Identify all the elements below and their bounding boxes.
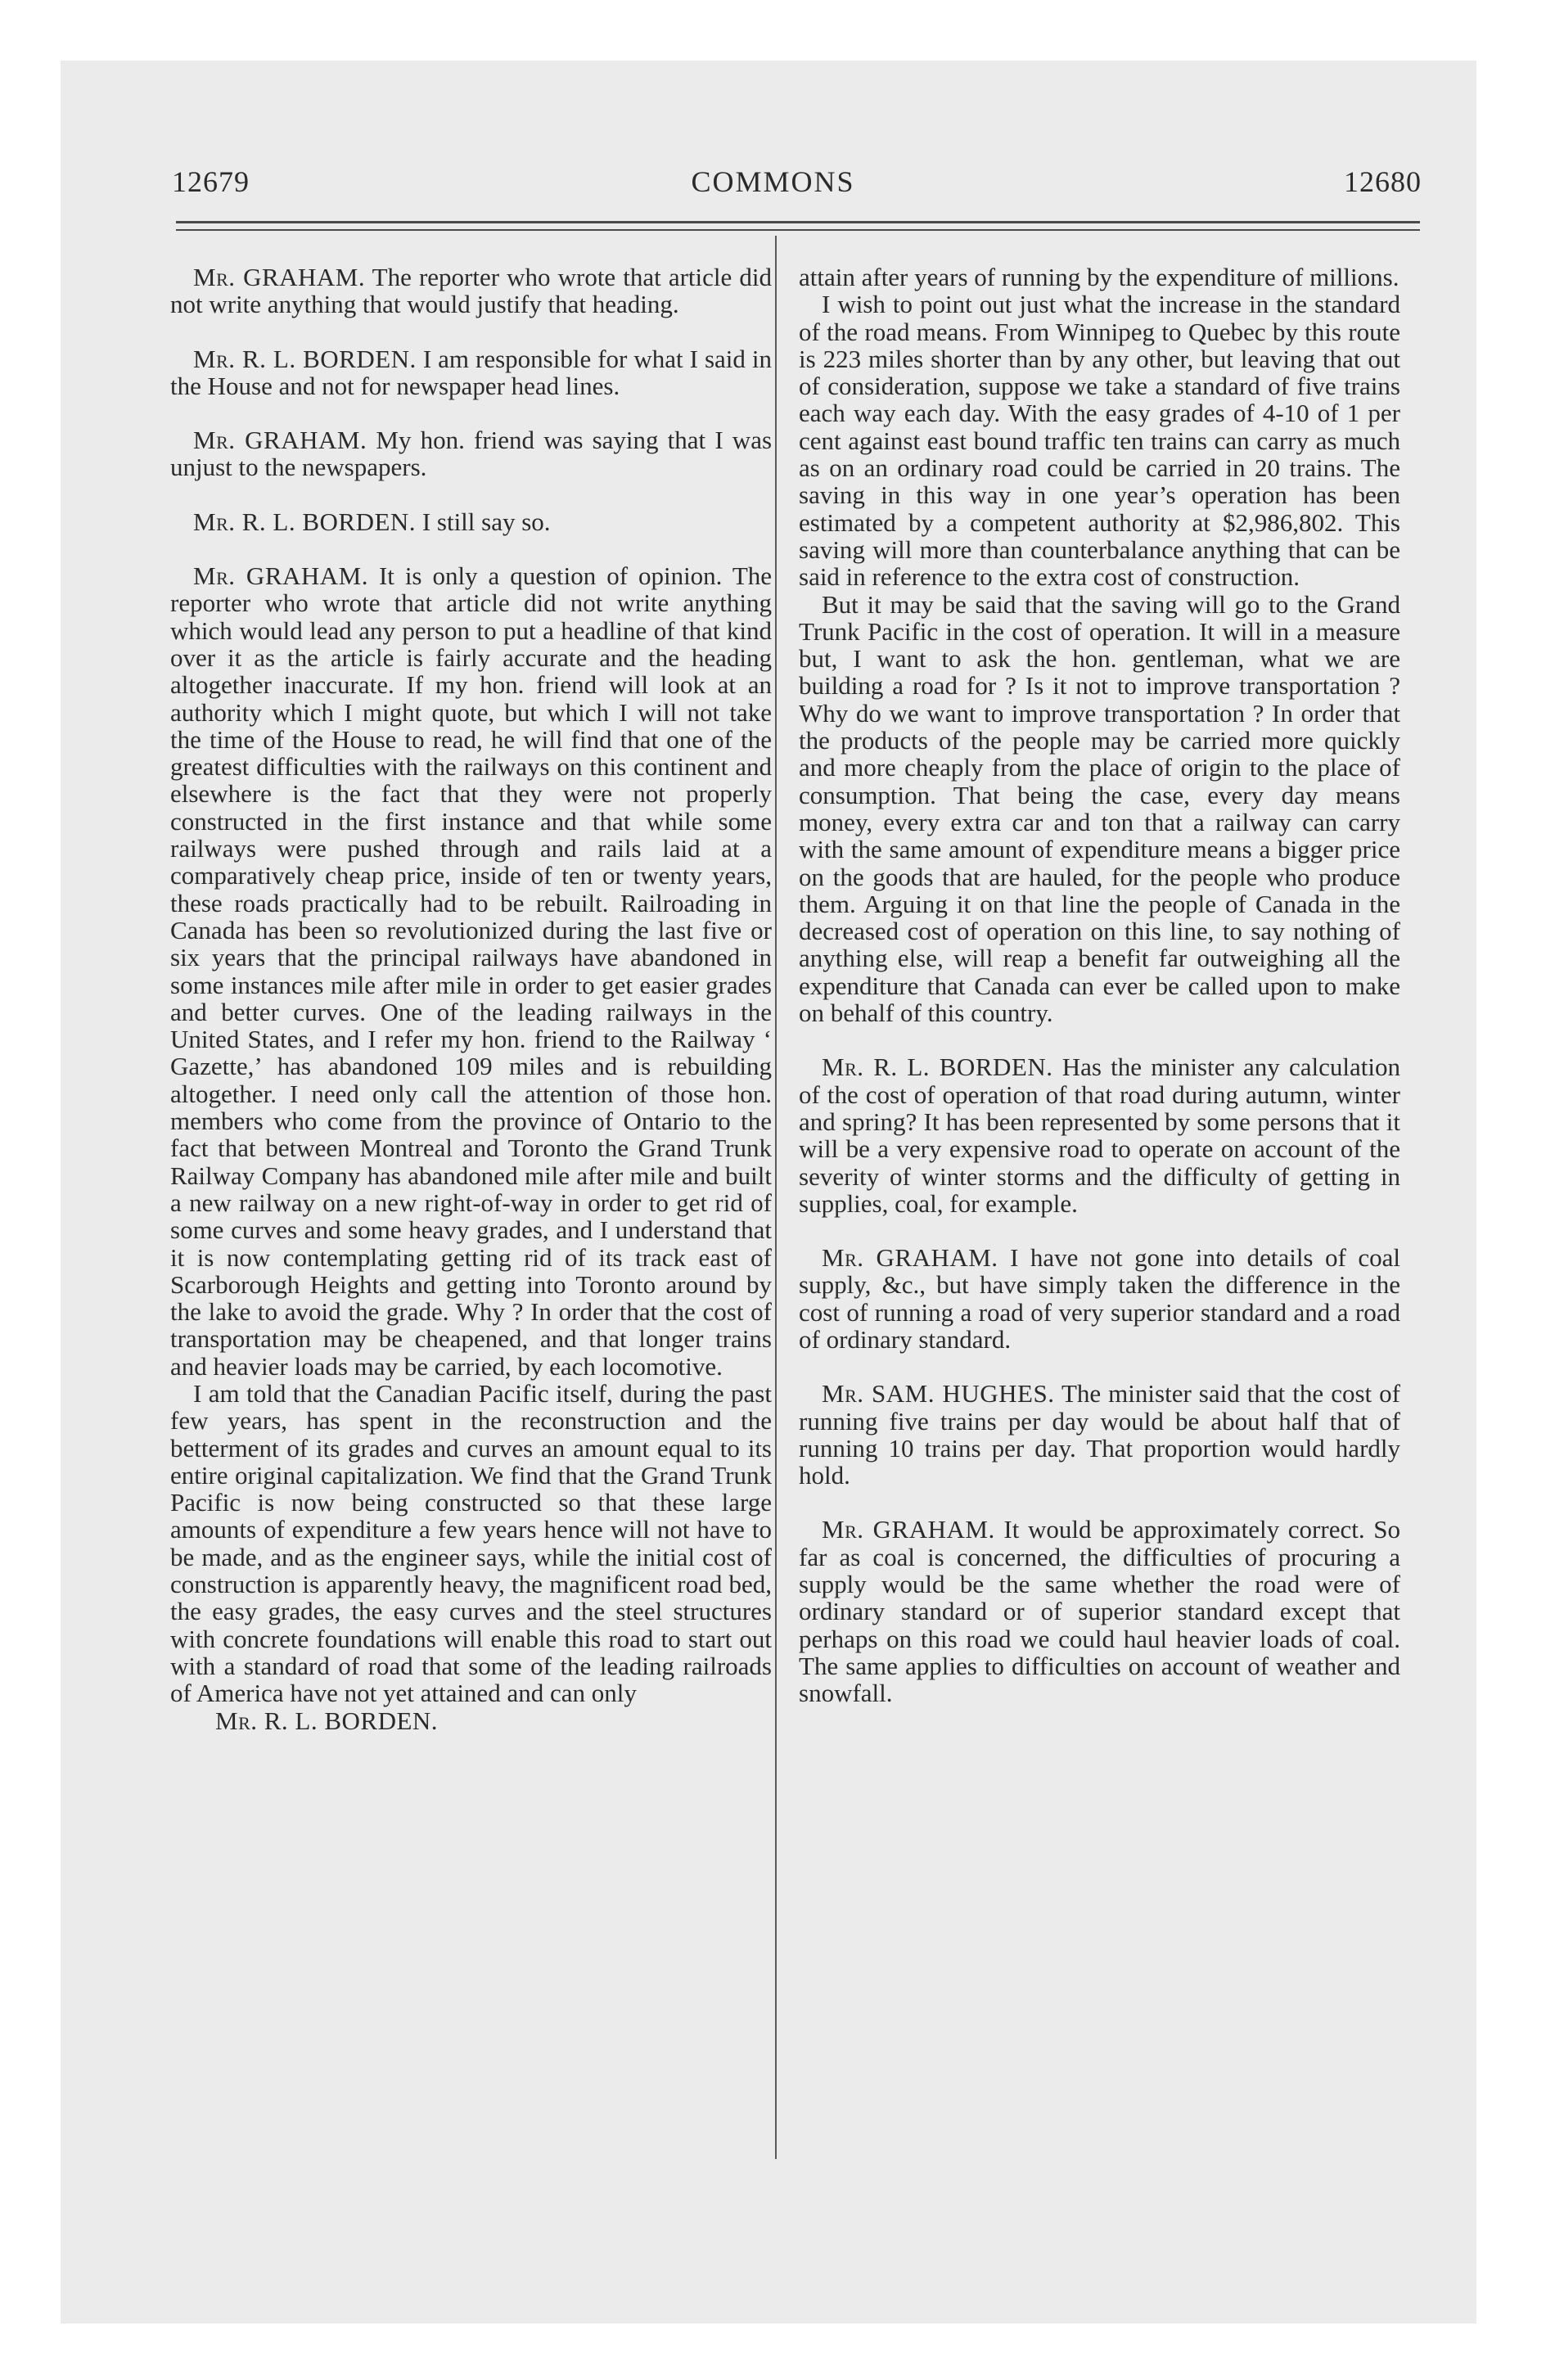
paragraph [799,1053,1400,1217]
header-rule-top [176,221,1420,223]
paragraph [799,1516,1400,1706]
header-rule-bottom [176,229,1420,231]
speaker-name: Mr. GRAHAM. [822,1515,995,1544]
page-number-right: 12680 [1344,165,1422,198]
paragraph [170,264,772,318]
speaker-name: Mr. GRAHAM. [193,426,367,455]
speaker-name: Mr. R. L. BORDEN. [193,344,417,373]
paragraph: attain after years of running by the expenditure of millions. [799,263,1400,291]
paragraph [170,508,772,535]
paragraph [170,345,772,400]
paragraph: I am told that the Canadian Pacific itself, during the past few years, has spent in the reconstruction and the betterment of its grades and curves an amount equal to its entire original capitalization. We find that the Grand Trunk Pacific is now being constructed so that these large amounts of expenditure a few years hence will not have to be made, and as the engineer says, while the initial cost of construction is apparently heavy, the magnificent road bed, the easy grades, the easy curves and the steel structures with concrete foundations will enable this road to start out with a standard of road that some of the leading railroads of America have not yet attained and can only [170,1378,772,1708]
paragraph-text: I have not gone into details of coal supply, &c., but have simply taken the difference in the cost of running a road of very superior standard and a road of ordinary standard. [799,1243,1400,1354]
paragraph-text: My hon. friend was saying that I was unjust to the newspapers. [170,426,773,482]
speaker-name: Mr. R. L. BORDEN. [822,1053,1053,1082]
paragraph-text: I still say so. [421,507,551,536]
paragraph [799,1380,1400,1489]
page-title: COMMONS [691,165,855,198]
paragraph: I wish to point out just what the increase in the standard of the road means. From Winnipeg to Quebec by this route is 223 miles shorter than by any other, but leaving that out of consideration, suppose we take a standard of five trains each way each day. With the easy grades of 4-10 of 1 per cent against east bound traffic ten trains can carry as much as on an ordinary road could be carried in 20 trains. The saving in this way in one year’s operation has been estimated by a competent authority at $2,986,802. This saving will more than counterbalance anything that can be said in reference to the extra cost of construction. [799,290,1400,592]
paragraph-text: It is only a question of opinion. The reporter who wrote that article did not write anything which would lead any person to put a headline of that kind over it as the article is fairly accurate and the heading altogether inaccurate. If my hon. friend will look at an authority which I might quote, but which I will not take the time of the House to read, he will find that one of the greatest difficulties with the railways on this continent and elsewhere is the fact that they were not properly constructed in the first instance and that while some railways were pushed through and rails laid at a comparatively cheap price, inside of ten or twenty years, these roads practically had to be rebuilt. Railroading in Canada has been so revolutionized during the last five or six years that the principal railways have abandoned in some instances mile after mile in order to get easier grades and better curves. One of the leading railways in the United States, and I refer my hon. friend to the Railway ‘ Gazette,’ has abandoned 109 miles and is rebuilding altogether. I need only call the attention of those hon. members who come from the province of Ontario to the fact that between Montreal and Toronto the Grand Trunk Railway Company has abandoned mile after mile and built a new railway on a new right-of-way in order to get rid of some curves and some heavy grades, and I understand that it is now contemplating getting rid of its track east of Scarborough Heights and getting into Toronto around by the lake to avoid the grade. Why ? In order that the cost of transportation may be cheapened, and that longer trains and heavier loads may be carried, by each locomotive. [170,561,773,1381]
left-column [170,264,772,1734]
paragraph-text: Has the minister any calculation of the cost of operation of that road during autumn, winter and spring? It has been represented by some persons that it will be a very expensive road to operate on account of the severity of winter storms and the difficulty of getting in supplies, coal, for example. [799,1053,1400,1218]
paragraph: But it may be said that the saving will go to the Grand Trunk Pacific in the cost of operation. It will in a measure but, I want to ask the hon. gentleman, what we are building a road for ? Is it not to improve transportation ? Why do we want to improve transportation ? In order that the products of the people may be carried more quickly and more cheaply from the place of origin to the place of consumption. That being the case, every day means money, every extra car and ton that a railway can carry with the same amount of expenditure means a bigger price on the goods that are hauled, for the people who produce them. Arguing it on that line the people of Canada in the decreased cost of operation on this line, to say nothing of anything else, will reap a benefit far outweighing all the expenditure that Canada can ever be called upon to make on behalf of this country. [799,589,1400,1028]
speaker-name: Mr. GRAHAM. [822,1243,998,1273]
speaker-name: Mr. GRAHAM. [193,263,366,291]
speaker-name: Mr. R. L. BORDEN. [193,507,417,536]
page-number-left: 12679 [172,165,250,198]
column-divider [775,236,777,2159]
speaker-name: Mr. GRAHAM. [193,561,368,591]
paragraph [799,1244,1400,1353]
speaker-name: Mr. R. L. BORDEN. [215,1706,439,1735]
paragraph-text: The minister said that the cost of running five trains per day would be about half that of running 10 trains per day. That proportion would hardly hold. [799,1379,1400,1490]
paragraph [170,426,772,481]
speaker-name: Mr. SAM. HUGHES. [822,1379,1055,1409]
paragraph [170,562,772,1380]
paragraph-text: It would be approximately correct. So far as coal is concerned, the difficulties of procuring a supply would be the same whether the road were of ordinary standard or of superior standard except that perhaps on this road we could haul heavier loads of coal. The same applies to difficulties on account of weather and snowfall. [799,1515,1400,1708]
paragraph [170,1707,772,1734]
paragraph-text: I am responsible for what I said in the House and not for newspaper head lines. [170,344,773,400]
right-column [799,264,1400,1707]
paragraph-text: The reporter who wrote that article did not write anything that would justify that heading. [170,263,772,319]
